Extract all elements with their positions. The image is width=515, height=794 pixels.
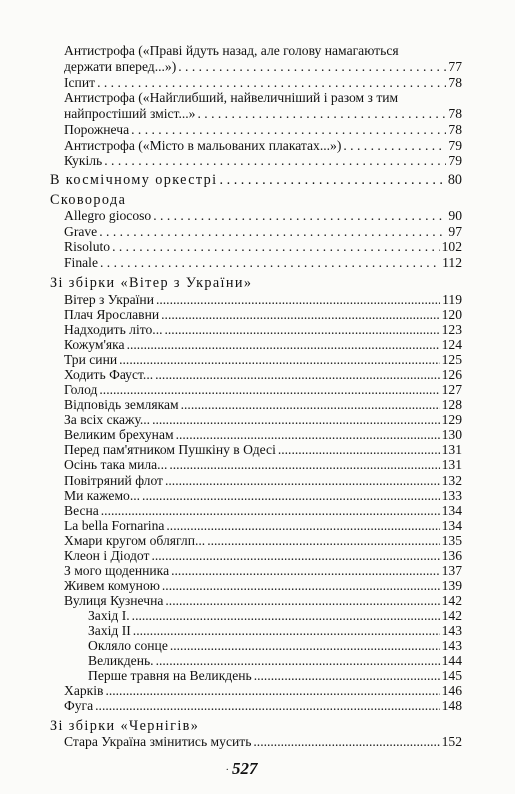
toc-section-zi-zbirky-chernihiv — [50, 719, 462, 734]
toc-entry-label: Осінь така мила... — [64, 457, 168, 473]
toc-entry-page: 134 — [441, 517, 462, 533]
toc-entry-page: 78 — [448, 122, 462, 137]
toc-entry-porozhnecha — [64, 122, 462, 137]
leader-dots — [165, 322, 440, 337]
leader-dots — [104, 153, 446, 168]
leader-dots — [156, 292, 440, 307]
toc-entry-vidpovid-zemliakam — [64, 397, 462, 412]
toc-section-label: Сковорода — [50, 192, 127, 208]
toc-entry-label: Стара Україна змінитись мусить — [64, 734, 252, 750]
toc-entry-label: Захід II — [88, 622, 131, 638]
leader-dots — [97, 75, 446, 90]
toc-entry-my-kazhemo — [64, 488, 462, 503]
leader-dots — [156, 653, 440, 668]
toc-entry-page: 126 — [441, 367, 462, 383]
toc-entry-vulytsia-kuznechna — [64, 593, 462, 608]
toc-entry-khmary-kruhom — [64, 533, 462, 548]
leader-dots — [112, 239, 440, 254]
toc-entry-grave — [64, 224, 462, 239]
leader-dots — [220, 173, 446, 188]
toc-section-label: Зі збірки «Вітер з України» — [50, 275, 253, 291]
leader-dots — [253, 734, 439, 749]
toc-entry-page: 127 — [441, 382, 462, 398]
toc-entry-plach-yaroslavny — [64, 307, 462, 322]
toc-entry-page: 124 — [441, 337, 462, 353]
toc-entry-khodyt-faust — [64, 367, 462, 382]
leader-dots — [278, 442, 440, 457]
toc-entry-nadkhodyt-lito — [64, 322, 462, 337]
toc-entry-antistrophe-2 — [64, 106, 462, 121]
leader-dots — [343, 138, 446, 153]
toc-entry-page: 128 — [441, 397, 462, 413]
toc-entry-ispyt — [64, 75, 462, 90]
toc-entry-osin-taka-myla — [64, 457, 462, 472]
toc-entry-antistrophe-1 — [64, 59, 462, 74]
toc-entry-page: 139 — [441, 577, 462, 593]
toc-entry-page: 131 — [441, 457, 462, 473]
toc-entry-label: Перше травня на Великдень — [88, 668, 252, 683]
toc-entry-label: Харків — [64, 683, 104, 698]
toc-entry-label: La bella Fornarina — [64, 517, 165, 533]
leader-dots — [99, 382, 439, 397]
toc-entry-label: Хмари кругом обляглп... — [64, 532, 206, 548]
toc-entry-okliaplo-sontse — [88, 638, 462, 653]
toc-entry-label: Фуга — [64, 698, 94, 714]
toc-entry-kukil — [64, 153, 462, 168]
toc-entry-page: 125 — [441, 352, 462, 368]
toc-entry-page: 77 — [448, 59, 462, 74]
leader-dots — [165, 593, 439, 608]
leader-dots — [155, 367, 439, 382]
toc-entry-label: Іспит — [64, 75, 96, 90]
toc-entry-povitrianyi-flot — [64, 473, 462, 488]
toc-entry-page: 130 — [441, 427, 462, 443]
toc-entry-label: Finale — [64, 255, 98, 270]
toc-entry-label: За всіх скажу... — [64, 412, 151, 428]
toc-entry-page: 136 — [441, 547, 462, 563]
toc-entry-label: Grave — [64, 224, 98, 239]
toc-entry-page: 78 — [448, 106, 462, 121]
toc-entry-try-syny — [64, 352, 462, 367]
toc-entry-vesna — [64, 503, 462, 518]
toc-entry-antistrophe-2-line1: Антистрофа («Найглибший, найвеличніший і разом з тим — [64, 90, 399, 105]
toc-entry-velykden — [88, 653, 462, 668]
toc-entry-label: держати вперед...») — [64, 59, 177, 74]
toc-entry-finale — [64, 255, 462, 270]
leader-dots — [95, 698, 439, 713]
leader-dots — [170, 638, 440, 653]
toc-entry-page: 133 — [441, 487, 462, 503]
leader-dots — [178, 59, 446, 74]
toc-entry-page: 134 — [441, 502, 462, 518]
toc-entry-zakhid-1 — [88, 608, 462, 623]
leader-dots — [119, 352, 439, 367]
toc-entry-label: Три сини — [64, 352, 118, 368]
toc-entry-page: 143 — [441, 622, 462, 638]
toc-section-kosmichnyi-orkestr — [50, 173, 462, 188]
toc-entry-risoluto — [64, 239, 462, 254]
leader-dots — [131, 122, 446, 137]
leader-dots — [162, 578, 440, 593]
leader-dots — [105, 683, 439, 698]
leader-dots — [151, 548, 439, 563]
toc-section-viter-z-ukrainy — [50, 276, 462, 291]
toc-entry-velykym-brekhunam — [64, 427, 462, 442]
toc-entry-page: 112 — [442, 255, 462, 270]
toc-entry-label: найпростіший зміст...» — [64, 106, 196, 121]
toc-entry-page: 120 — [441, 307, 462, 322]
toc-entry-label: Вулиця Кузнечна — [64, 592, 164, 608]
toc-entry-page: 78 — [448, 75, 462, 90]
toc-entry-kharkiv — [64, 683, 462, 698]
toc-entry-za-vsikh-skazhu — [64, 412, 462, 427]
leader-dots — [254, 668, 440, 683]
page-number: 527 — [232, 759, 258, 778]
toc-entry-page: 79 — [448, 138, 462, 153]
leader-dots — [99, 224, 446, 239]
toc-entry-page: 144 — [441, 653, 462, 668]
leader-dots — [181, 397, 440, 412]
toc-entry-pershe-travnia — [88, 668, 462, 683]
toc-entry-label: Allegro giocoso — [64, 208, 152, 223]
toc-entry-antistrophe-3 — [64, 138, 462, 153]
toc-section-skovoroda — [50, 193, 462, 208]
toc-entry-label: Ми кажемо... — [64, 487, 141, 503]
toc-entry-label: З мого щоденника — [64, 562, 170, 578]
leader-dots — [161, 307, 439, 322]
toc-entry-zakhid-2 — [88, 623, 462, 638]
toc-entry-page: 97 — [448, 224, 462, 239]
toc-entry-page: 129 — [441, 412, 462, 428]
toc-section-page: 80 — [447, 172, 462, 188]
toc-entry-antistrophe-1-line1: Антистрофа («Праві йдуть назад, але голову намагаються — [64, 43, 399, 58]
toc-entry-page: 142 — [441, 592, 462, 608]
leader-dots — [133, 623, 440, 638]
toc-entry-label: Захід I. — [88, 607, 130, 623]
toc-entry-label: Весна — [64, 502, 99, 518]
toc-entry-page: 135 — [441, 532, 462, 548]
toc-entry-viter-z-ukrainy — [64, 292, 462, 307]
toc-entry-label: Відповідь землякам — [64, 397, 179, 413]
toc-entry-page: 79 — [448, 153, 462, 168]
leader-dots — [101, 503, 440, 518]
toc-entry-page: 146 — [441, 683, 462, 698]
toc-entry-z-moho-shchodennyka — [64, 563, 462, 578]
leader-dots — [100, 255, 440, 270]
leader-dots — [207, 533, 439, 548]
leader-dots — [169, 457, 439, 472]
toc-entry-label: Великдень. — [88, 653, 154, 668]
toc-entry-page: 90 — [448, 208, 462, 223]
toc-entry-zhyvem-komunoiu — [64, 578, 462, 593]
leader-dots — [171, 563, 439, 578]
toc-entry-label: Клеон і Діодот — [64, 547, 150, 563]
leader-dots — [127, 337, 440, 352]
toc-entry-label: Вітер з України — [64, 292, 154, 307]
toc-entry-pered-pamiatnykom — [64, 442, 462, 457]
toc-entry-label: Надходить літо... — [64, 322, 163, 338]
folio-mark: . — [226, 762, 229, 773]
toc-entry-holod — [64, 382, 462, 397]
toc-entry-label: Кукіль — [64, 153, 103, 168]
toc-entry-label: Ходить Фауст... — [64, 367, 154, 383]
toc-entry-page: 143 — [441, 637, 462, 653]
leader-dots — [142, 488, 440, 503]
toc-entry-label: Кожум'яка — [64, 337, 125, 353]
leader-dots — [165, 473, 440, 488]
toc-entry-label: Risoluto — [64, 239, 111, 254]
toc-entry-page: 132 — [441, 472, 462, 488]
leader-dots — [132, 608, 440, 623]
toc-entry-page: 148 — [441, 698, 462, 714]
toc-entry-label: Повітряний флот — [64, 472, 163, 488]
toc-entry-label: Порожнеча — [64, 122, 130, 137]
toc-entry-page: 152 — [441, 734, 462, 750]
toc-entry-label: Голод — [64, 382, 98, 398]
toc-entry-page: 145 — [441, 668, 462, 683]
toc-entry-kozhumiaka — [64, 337, 462, 352]
leader-dots — [176, 427, 440, 442]
toc-entry-kleon-i-diodot — [64, 548, 462, 563]
toc-entry-allegro-giocoso — [64, 208, 462, 223]
toc-entry-la-bella-fornarina — [64, 518, 462, 533]
toc-entry-stara-ukraina — [64, 734, 462, 749]
toc-section-label: Зі збірки «Чернігів» — [50, 718, 200, 735]
leader-dots — [166, 518, 439, 533]
toc-entry-page: 119 — [442, 292, 462, 307]
toc-entry-label: Перед пам'ятником Пушкіну в Одесі — [64, 442, 276, 458]
leader-dots — [153, 208, 446, 223]
toc-entry-page: 137 — [441, 562, 462, 578]
toc-entry-page: 123 — [441, 322, 462, 338]
toc-entry-label: Окляло сонце — [88, 637, 168, 653]
toc-entry-label: Живем комуною — [64, 577, 160, 593]
toc-entry-fuha — [64, 698, 462, 713]
toc-entry-page: 102 — [441, 239, 462, 254]
toc-section-label: В космічному оркестрі — [50, 172, 218, 188]
toc-entry-label: Антистрофа («Місто в мальованих плакатах...») — [64, 138, 342, 153]
toc-entry-label: Плач Ярославни — [64, 307, 160, 322]
toc-entry-page: 131 — [441, 442, 462, 458]
leader-dots — [197, 106, 446, 121]
toc-entry-label: Великим брехунам — [64, 427, 174, 443]
leader-dots — [152, 412, 440, 427]
toc-entry-page: 142 — [441, 607, 462, 623]
